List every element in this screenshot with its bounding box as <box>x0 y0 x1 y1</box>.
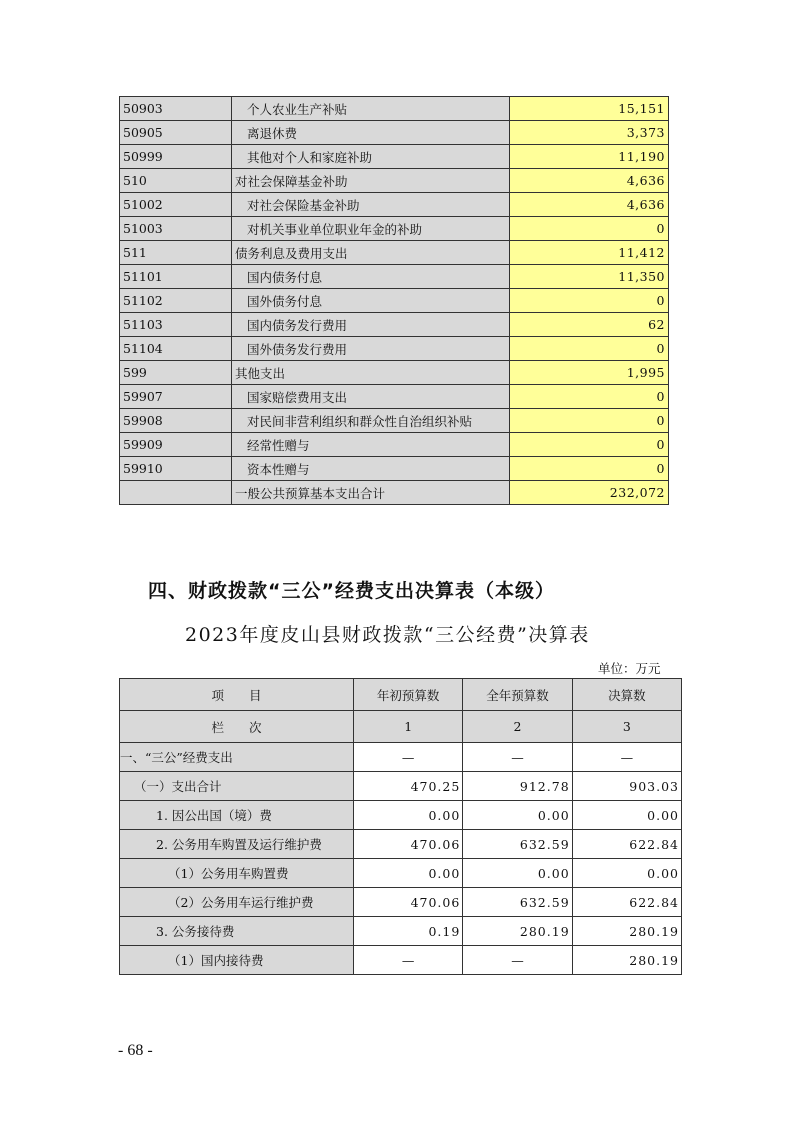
table-row <box>120 217 669 241</box>
row-code: 51103 <box>120 313 232 337</box>
table-row <box>120 481 669 505</box>
row-value-3: 903.03 <box>572 772 681 801</box>
row-value-3: 0.00 <box>572 801 681 830</box>
row-label: 一、“三公”经费支出 <box>120 743 354 772</box>
table-row <box>120 801 682 830</box>
row-value-2: 632.59 <box>463 888 572 917</box>
header-item: 项 目 <box>120 679 354 711</box>
table-row <box>120 917 682 946</box>
row-name: 离退休费 <box>232 121 510 145</box>
table-row <box>120 888 682 917</box>
table-row <box>120 241 669 265</box>
section-title: 四、财政拨款“三公”经费支出决算表（本级） <box>148 580 555 602</box>
row-name: 资本性赠与 <box>232 457 510 481</box>
table-row <box>120 169 669 193</box>
row-name: 对机关事业单位职业年金的补助 <box>232 217 510 241</box>
row-value-2: 0.00 <box>463 859 572 888</box>
row-value-2: — <box>463 743 572 772</box>
row-value: 1,995 <box>510 361 669 385</box>
row-code: 59907 <box>120 385 232 409</box>
row-value: 0 <box>510 337 669 361</box>
table-row <box>120 946 682 975</box>
row-value: 4,636 <box>510 169 669 193</box>
header-annual-budget: 全年预算数 <box>463 679 572 711</box>
row-value-1: — <box>354 743 463 772</box>
row-value: 232,072 <box>510 481 669 505</box>
page-number: - 68 - <box>118 1042 153 1059</box>
row-name: 国内债务发行费用 <box>232 313 510 337</box>
row-code: 51101 <box>120 265 232 289</box>
row-value: 0 <box>510 409 669 433</box>
row-value: 11,350 <box>510 265 669 289</box>
row-value: 11,412 <box>510 241 669 265</box>
row-value-2: 632.59 <box>463 830 572 859</box>
table-title: 2023年度皮山县财政拨款“三公经费”决算表 <box>185 624 590 646</box>
column-number-2: 2 <box>463 711 572 743</box>
row-value: 3,373 <box>510 121 669 145</box>
table-row <box>120 361 669 385</box>
row-value-1: 470.06 <box>354 830 463 859</box>
row-name: 国外债务付息 <box>232 289 510 313</box>
table-row <box>120 457 669 481</box>
budget-expenditure-table <box>119 96 669 505</box>
row-label: （1）国内接待费 <box>120 946 354 975</box>
row-value-3: 280.19 <box>572 917 681 946</box>
row-value: 0 <box>510 385 669 409</box>
row-value-2: 912.78 <box>463 772 572 801</box>
row-name: 对社会保障基金补助 <box>232 169 510 193</box>
unit-label: 单位：万元 <box>598 661 661 676</box>
row-value-1: 470.25 <box>354 772 463 801</box>
row-value-1: — <box>354 946 463 975</box>
row-value-3: 0.00 <box>572 859 681 888</box>
header-initial-budget: 年初预算数 <box>354 679 463 711</box>
row-code: 59908 <box>120 409 232 433</box>
column-number-label: 栏 次 <box>120 711 354 743</box>
table-row <box>120 433 669 457</box>
row-code: 59909 <box>120 433 232 457</box>
row-value-2: 0.00 <box>463 801 572 830</box>
sangong-expense-table <box>119 678 682 975</box>
row-name: 国家赔偿费用支出 <box>232 385 510 409</box>
row-value-1: 0.00 <box>354 859 463 888</box>
row-value: 15,151 <box>510 97 669 121</box>
column-number-3: 3 <box>572 711 681 743</box>
row-code <box>120 481 232 505</box>
row-code: 510 <box>120 169 232 193</box>
table-row <box>120 289 669 313</box>
row-value-2: 280.19 <box>463 917 572 946</box>
table-row <box>120 409 669 433</box>
row-name: 对社会保险基金补助 <box>232 193 510 217</box>
row-label: （1）公务用车购置费 <box>120 859 354 888</box>
row-code: 50903 <box>120 97 232 121</box>
table-row <box>120 193 669 217</box>
row-code: 59910 <box>120 457 232 481</box>
row-name: 一般公共预算基本支出合计 <box>232 481 510 505</box>
table-header-row <box>120 679 682 711</box>
row-label: 3. 公务接待费 <box>120 917 354 946</box>
row-name: 债务利息及费用支出 <box>232 241 510 265</box>
table-row <box>120 265 669 289</box>
row-code: 51003 <box>120 217 232 241</box>
row-name: 国内债务付息 <box>232 265 510 289</box>
table-row <box>120 385 669 409</box>
row-value: 0 <box>510 457 669 481</box>
column-number-1: 1 <box>354 711 463 743</box>
row-name: 其他支出 <box>232 361 510 385</box>
row-value-3: 280.19 <box>572 946 681 975</box>
row-code: 51002 <box>120 193 232 217</box>
header-final-accounts: 决算数 <box>572 679 681 711</box>
row-name: 对民间非营利组织和群众性自治组织补贴 <box>232 409 510 433</box>
table-row <box>120 337 669 361</box>
row-name: 国外债务发行费用 <box>232 337 510 361</box>
table-row <box>120 145 669 169</box>
row-value: 0 <box>510 289 669 313</box>
row-label: 1. 因公出国（境）费 <box>120 801 354 830</box>
row-value: 11,190 <box>510 145 669 169</box>
table-row <box>120 830 682 859</box>
row-value: 0 <box>510 217 669 241</box>
table-row <box>120 743 682 772</box>
row-value: 62 <box>510 313 669 337</box>
row-code: 599 <box>120 361 232 385</box>
row-name: 个人农业生产补贴 <box>232 97 510 121</box>
row-value-3: 622.84 <box>572 830 681 859</box>
table-row <box>120 859 682 888</box>
row-value-1: 470.06 <box>354 888 463 917</box>
row-label: （一）支出合计 <box>120 772 354 801</box>
row-value-1: 0.00 <box>354 801 463 830</box>
row-label: （2）公务用车运行维护费 <box>120 888 354 917</box>
row-value-1: 0.19 <box>354 917 463 946</box>
row-label: 2. 公务用车购置及运行维护费 <box>120 830 354 859</box>
column-number-row <box>120 711 682 743</box>
row-value: 0 <box>510 433 669 457</box>
row-code: 50905 <box>120 121 232 145</box>
table-row <box>120 97 669 121</box>
row-value-3: 622.84 <box>572 888 681 917</box>
table-row <box>120 313 669 337</box>
row-code: 51102 <box>120 289 232 313</box>
row-code: 51104 <box>120 337 232 361</box>
row-code: 50999 <box>120 145 232 169</box>
row-value-2: — <box>463 946 572 975</box>
row-code: 511 <box>120 241 232 265</box>
row-value-3: — <box>572 743 681 772</box>
row-name: 经常性赠与 <box>232 433 510 457</box>
row-value: 4,636 <box>510 193 669 217</box>
table-row <box>120 772 682 801</box>
table-row <box>120 121 669 145</box>
row-name: 其他对个人和家庭补助 <box>232 145 510 169</box>
